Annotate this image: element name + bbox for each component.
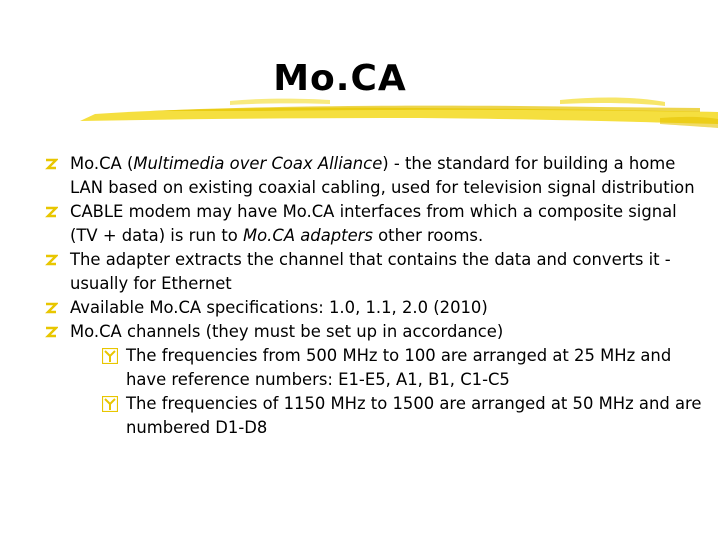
z-bullet-icon [44,301,58,315]
bullet-item [44,200,704,248]
slide-title-text: Mo.CA [273,58,407,99]
bullet-text: Mo.CA ( [70,154,134,173]
bullet-item [44,152,704,200]
sub-bullet-text: The frequencies of 1150 MHz to 1500 are arranged at 50 MHz and are numbered D1-D8 [126,394,702,437]
bullet-text: ) - the standard for building a home LAN based on existing coaxial cabling, used for television signal distribution [70,154,695,197]
bullet-text: Mo.CA channels (they must be set up in accordance) [70,322,504,341]
bullet-italic: Mo.CA adapters [243,226,373,245]
z-bullet-icon [44,157,58,171]
sub-bullet-item [102,344,704,392]
z-bullet-icon [44,253,58,267]
sub-bullet-text: The frequencies from 500 MHz to 100 are arranged at 25 MHz and have reference numbers: E1-E5, A1, B1, C1-C5 [126,346,672,389]
y-bullet-icon [102,396,118,412]
bullet-text: The adapter extracts the channel that contains the data and converts it - usually for Ethernet [70,250,671,293]
slide-title [0,58,680,99]
bullet-italic: Multimedia over Coax Alliance [133,154,383,173]
y-bullet-icon [102,348,118,364]
z-bullet-icon [44,325,58,339]
bullet-text: CABLE modem may have Mo.CA interfaces from which a composite signal (TV + data) is run to [70,202,677,245]
bullet-item [44,320,704,344]
bullet-item [44,296,704,320]
z-bullet-icon [44,205,58,219]
bullet-text: Available Mo.CA specifications: 1.0, 1.1, 2.0 (2010) [70,298,488,317]
bullet-item [44,248,704,296]
bullet-text: other rooms. [372,226,484,245]
bullet-list [44,152,704,440]
sub-bullet-item [102,392,704,440]
